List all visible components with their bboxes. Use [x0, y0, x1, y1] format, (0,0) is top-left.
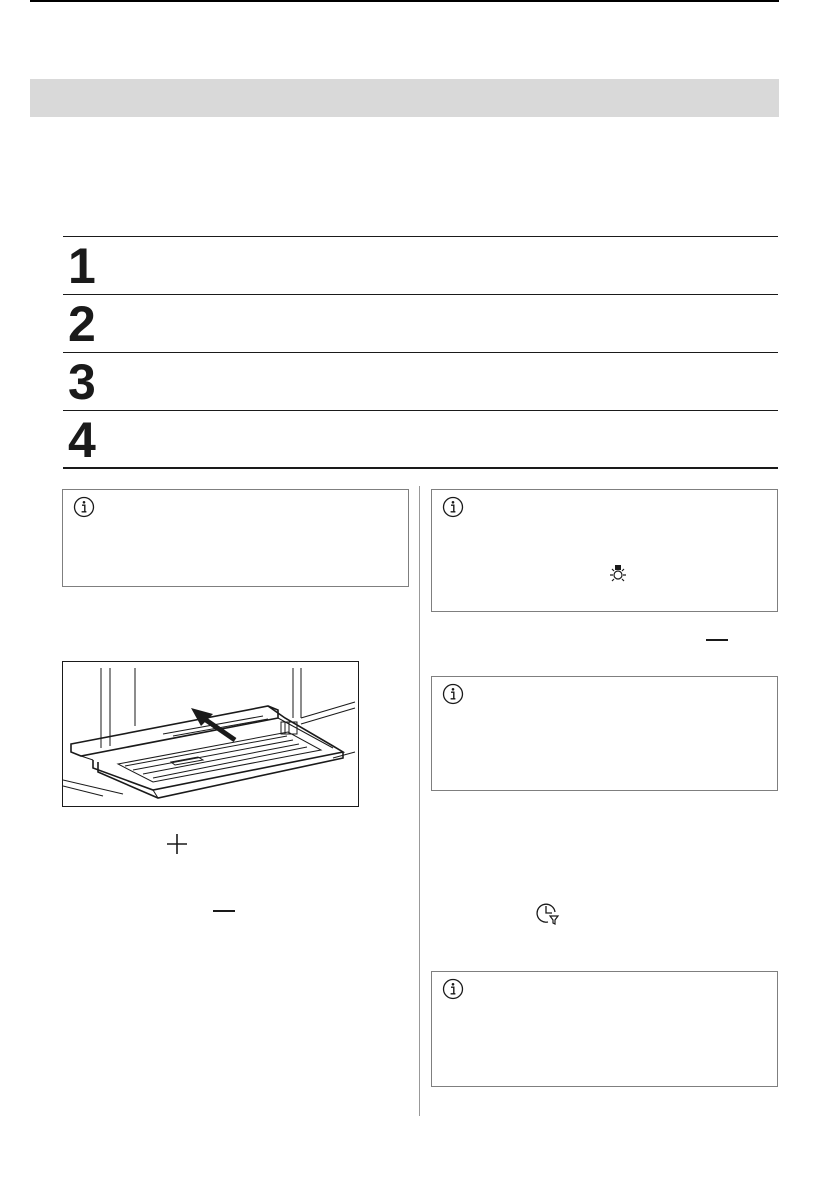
step-row [63, 410, 778, 469]
step-row [63, 352, 778, 410]
info-box-right-1 [431, 489, 778, 612]
info-box-right-3 [431, 971, 778, 1087]
info-icon [442, 683, 464, 705]
plus-icon [166, 833, 188, 860]
step-row [63, 294, 778, 352]
info-box-right-2 [431, 676, 778, 791]
step-row [63, 236, 778, 294]
info-box-left [62, 489, 409, 587]
step-number: 3 [68, 354, 96, 410]
info-icon [73, 496, 95, 518]
step-number: 2 [68, 296, 96, 352]
info-icon [442, 496, 464, 518]
minus-icon [705, 630, 729, 648]
light-icon [608, 564, 628, 591]
page-top-rule [30, 0, 779, 2]
minus-icon [212, 901, 236, 919]
info-icon [442, 978, 464, 1000]
column-divider [419, 486, 420, 1116]
hood-illustration [62, 661, 359, 807]
timer-filter-icon [536, 902, 560, 931]
section-header-band [30, 79, 779, 117]
steps-table [63, 236, 778, 469]
step-number: 4 [68, 412, 96, 468]
step-number: 1 [68, 238, 96, 294]
